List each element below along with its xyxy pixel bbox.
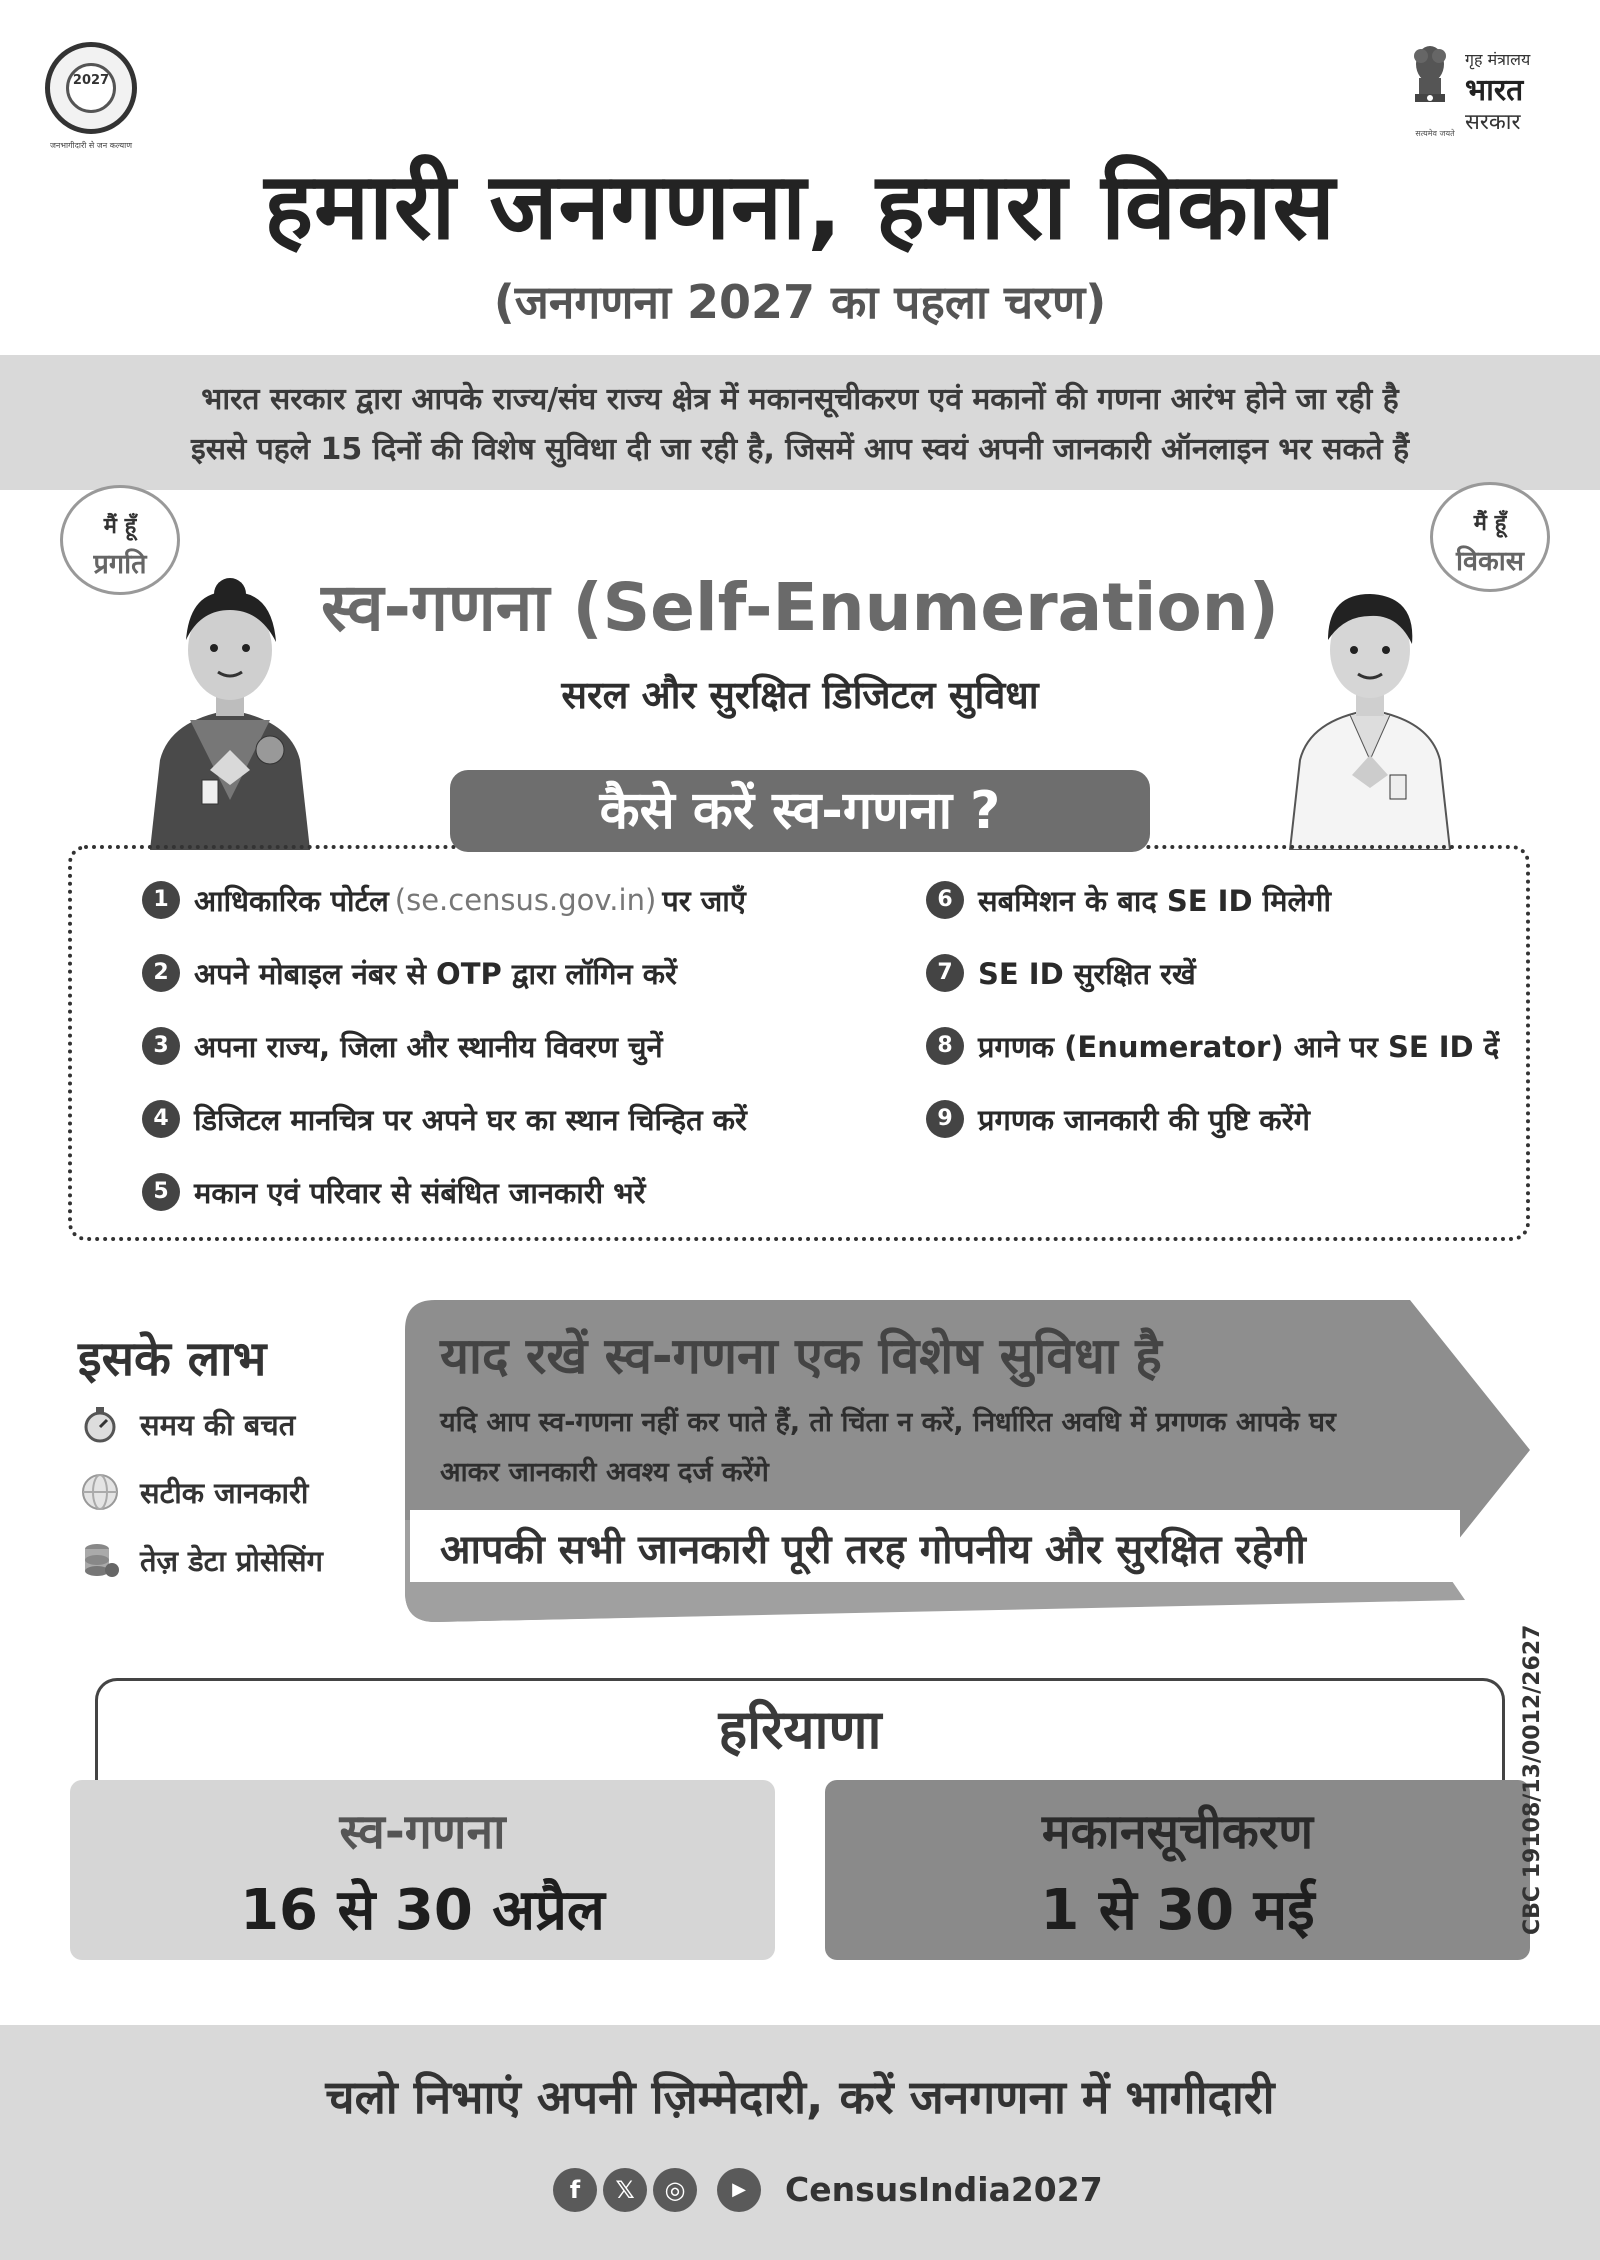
- step-number: 8: [926, 1027, 964, 1065]
- step-number: 4: [142, 1100, 180, 1138]
- remember-title: याद रखें स्व-गणना एक विशेष सुविधा है: [440, 1327, 1162, 1385]
- remember-text-1: यदि आप स्व-गणना नहीं कर पाते हैं, तो चिंता न करें, निर्धारित अवधि में प्रगणक आपके घर: [440, 1407, 1336, 1438]
- step-item: [142, 953, 677, 993]
- benefit-label: सटीक जानकारी: [140, 1475, 309, 1510]
- step-number: 3: [142, 1027, 180, 1065]
- globe-icon: [80, 1472, 120, 1512]
- bubble-name: प्रगति: [93, 549, 147, 580]
- benefit-label: समय की बचत: [140, 1407, 296, 1442]
- census-logo: [45, 42, 137, 150]
- step-text: SE ID सुरक्षित रखें: [978, 956, 1196, 991]
- database-icon: [80, 1540, 120, 1580]
- step-text: मकान एवं परिवार से संबंधित जानकारी भरें: [194, 1175, 646, 1210]
- stopwatch-icon: [80, 1404, 120, 1444]
- self-enumeration-subtitle: सरल और सुरक्षित डिजिटल सुविधा: [561, 673, 1039, 717]
- portal-link[interactable]: (se.census.gov.in): [394, 883, 657, 917]
- ministry-logo: [1405, 42, 1565, 142]
- card-dates: 1 से 30 मई: [1040, 1878, 1315, 1943]
- step-text: अपना राज्य, जिला और स्थानीय विवरण चुनें: [194, 1029, 663, 1064]
- census-logo-house-icon: [66, 63, 116, 113]
- info-line-1: भारत सरकार द्वारा आपके राज्य/संघ राज्य क्षेत्र में मकानसूचीकरण एवं मकानों की गणना आरंभ होने जा रही है: [201, 382, 1399, 417]
- card-label: स्व-गणना: [339, 1804, 506, 1860]
- step-text: प्रगणक (Enumerator) आने पर SE ID दें: [978, 1029, 1500, 1064]
- benefit-item: [80, 1400, 295, 1448]
- info-line-2: इससे पहले 15 दिनों की विशेष सुविधा दी जा रही है, जिसमें आप स्वयं अपनी जानकारी ऑनलाइन भर सकते हैं: [190, 432, 1410, 467]
- facebook-icon[interactable]: f: [553, 2168, 597, 2212]
- step-item: [926, 880, 1331, 920]
- state-name: हरियाणा: [718, 1698, 882, 1761]
- remember-text-2: आकर जानकारी अवश्य दर्ज करेंगे: [440, 1457, 769, 1488]
- self-enumeration-date-card: [70, 1780, 775, 1960]
- step-item: [926, 1026, 1499, 1066]
- benefit-label: तेज़ डेटा प्रोसेसिंग: [140, 1543, 323, 1578]
- step-item: [926, 953, 1196, 993]
- step-text: अपने मोबाइल नंबर से OTP द्वारा लॉगिन करें: [194, 956, 677, 991]
- census-logo-ring-icon: [45, 42, 137, 134]
- government-name-1: भारत: [1465, 73, 1524, 108]
- youtube-icon[interactable]: ▶: [717, 2168, 761, 2212]
- self-enumeration-title: स्व-गणना (Self-Enumeration): [321, 569, 1279, 646]
- step-number: 6: [926, 881, 964, 919]
- info-banner: [0, 355, 1600, 490]
- step-text: प्रगणक जानकारी की पुष्टि करेंगे: [978, 1102, 1310, 1137]
- social-handle[interactable]: CensusIndia2027: [785, 2170, 1103, 2209]
- bubble-intro: मैं हूँ: [103, 514, 137, 539]
- page-title: हमारी जनगणना, हमारा विकास: [264, 153, 1336, 260]
- census-logo-caption: जनभागीदारी से जन कल्याण: [49, 141, 133, 150]
- step-text: आधिकारिक पोर्टल: [194, 883, 389, 918]
- step-number: 7: [926, 954, 964, 992]
- step-item: [142, 880, 746, 920]
- step-text: सबमिशन के बाद SE ID मिलेगी: [978, 883, 1331, 918]
- benefit-item: [80, 1536, 323, 1584]
- house-listing-date-card: [825, 1780, 1530, 1960]
- national-emblem-icon: [1405, 42, 1455, 122]
- emblem-motto: सत्यमेव जयते: [1415, 129, 1455, 138]
- privacy-text: आपकी सभी जानकारी पूरी तरह गोपनीय और सुरक्षित रहेगी: [440, 1527, 1306, 1573]
- step-number: 1: [142, 881, 180, 919]
- bubble-intro: मैं हूँ: [1473, 511, 1507, 536]
- benefits-title: इसके लाभ: [78, 1331, 267, 1387]
- step-text: पर जाएँ: [662, 883, 746, 918]
- step-item: [142, 1026, 663, 1066]
- step-number: 9: [926, 1100, 964, 1138]
- how-to-heading: कैसे करें स्व-गणना ?: [450, 770, 1150, 852]
- step-item: [142, 1099, 747, 1139]
- card-label: मकानसूचीकरण: [1041, 1804, 1314, 1860]
- step-text: डिजिटल मानचित्र पर अपने घर का स्थान चिन्हित करें: [194, 1102, 747, 1137]
- step-item: [142, 1172, 645, 1212]
- instagram-icon[interactable]: ◎: [653, 2168, 697, 2212]
- footer: [0, 2025, 1600, 2260]
- bubble-name: विकास: [1456, 546, 1524, 577]
- ministry-name: गृह मंत्रालय: [1465, 50, 1531, 69]
- card-dates: 16 से 30 अप्रैल: [240, 1878, 605, 1943]
- cbc-code: CBC 19108/13/0012/2627: [1520, 1624, 1545, 1935]
- step-number: 5: [142, 1173, 180, 1211]
- benefit-item: [80, 1468, 308, 1516]
- footer-slogan: चलो निभाएं अपनी ज़िम्मेदारी, करें जनगणना में भागीदारी: [325, 2070, 1275, 2124]
- census-logo-year: 2027: [72, 73, 110, 88]
- page-subtitle: (जनगणना 2027 का पहला चरण): [493, 275, 1107, 329]
- step-item: [926, 1099, 1310, 1139]
- x-icon[interactable]: 𝕏: [603, 2168, 647, 2212]
- government-name-2: सरकार: [1465, 110, 1521, 135]
- step-number: 2: [142, 954, 180, 992]
